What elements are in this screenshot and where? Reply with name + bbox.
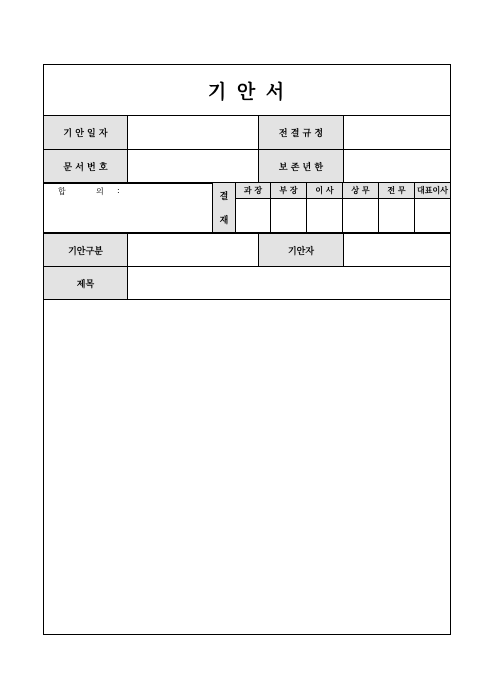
approval-col-ceo: 대표이사 [415, 183, 450, 199]
draft-type-field[interactable] [128, 234, 259, 266]
draft-type-label: 기안구분 [44, 234, 128, 266]
approval-col-manager: 과 장 [236, 183, 271, 199]
body-field[interactable] [44, 300, 450, 634]
draft-date-label: 기 안 일 자 [44, 116, 128, 149]
approval-sign-director[interactable] [307, 199, 343, 232]
approval-sign-dept-head[interactable] [271, 199, 307, 232]
approval-rule-field[interactable] [344, 116, 450, 149]
doc-number-label: 문 서 번 호 [44, 150, 128, 183]
document-title: 기 안 서 [44, 65, 450, 116]
draft-date-field[interactable] [128, 116, 259, 149]
consult-label-char-1: 합 [58, 187, 66, 196]
doc-number-field[interactable] [128, 150, 259, 183]
consult-label-colon: : [117, 186, 120, 195]
approval-sign-manager[interactable] [236, 199, 271, 232]
draft-document [43, 64, 451, 635]
subject-field[interactable] [128, 267, 450, 299]
drafter-label: 기안자 [259, 234, 344, 266]
approval-sign-ceo[interactable] [415, 199, 450, 232]
approval-side-char-1: 결 [219, 191, 229, 202]
approval-sign-executive-director[interactable] [379, 199, 415, 232]
retention-label: 보 존 년 한 [259, 150, 344, 183]
approval-col-director: 이 사 [307, 183, 343, 199]
consult-field[interactable] [44, 183, 212, 232]
approval-rule-label: 전 결 규 정 [259, 116, 344, 149]
drafter-field[interactable] [344, 234, 450, 266]
approval-col-dept-head: 부 장 [271, 183, 307, 199]
approval-col-managing-director: 상 무 [343, 183, 379, 199]
approval-side-label [212, 183, 236, 232]
approval-side-char-2: 재 [219, 216, 229, 227]
subject-label: 제목 [44, 267, 128, 299]
retention-field[interactable] [344, 150, 450, 183]
consult-label-char-2: 의 [96, 187, 104, 196]
approval-col-executive-director: 전 무 [379, 183, 415, 199]
approval-sign-managing-director[interactable] [343, 199, 379, 232]
